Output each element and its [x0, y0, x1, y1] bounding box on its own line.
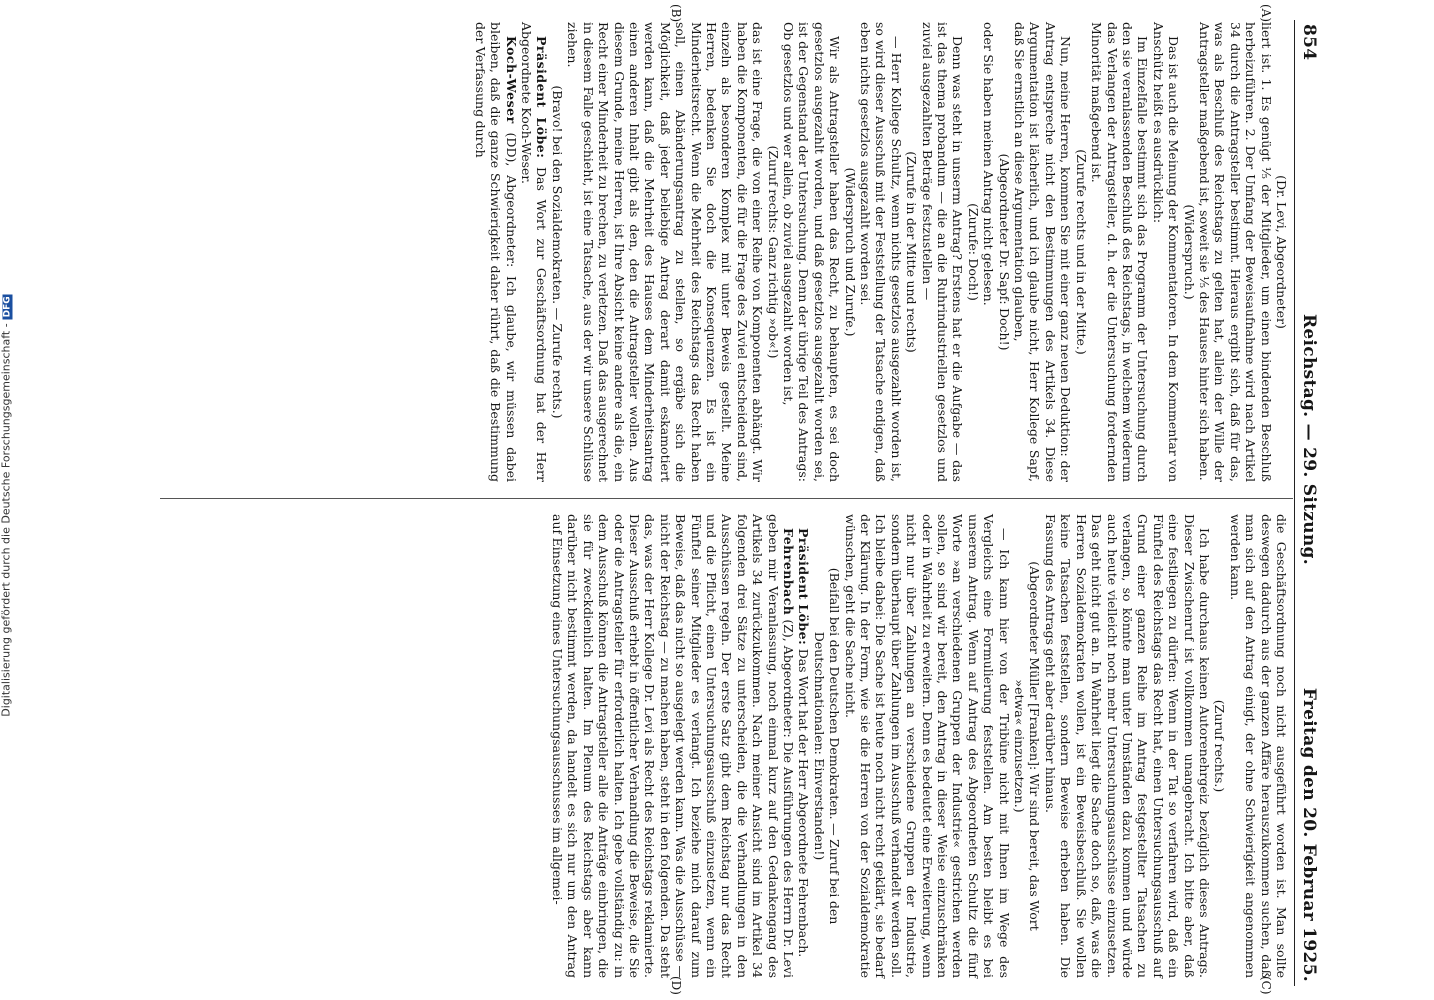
paragraph: das ist eine Frage, die von einer Reihe von Komponenten abhängt. Wir haben die Komponenten, die für die Frage des Zuviel entscheidend sind, einzeln als besonderen Komplex mit unter Beweis gestellt. Meine Herren, bedenken Sie doch die Konsequenzen. Es ist ein Minderheitsrecht. Wenn die Mehrheit des Reichstags das Recht haben soll, einen Abänderungsantrag zu stellen, so ergäbe sich die Möglichkeit, daß jeder beliebige Antrag derart damit eskamotiert werden kann, daß die Mehrheit des Hauses dem Minderheitsantrag einen anderen Inhalt gibt als den, den die Antragsteller wollen. Aus diesem Grunde, meine Herren, ist Ihre Absicht keine andere als die, ein Recht einer Minderheit zu brechen, zu verletzen. Daß das ausgerechnet in diesem Falle geschieht, ist eine Tatsache, aus der wir unsere Schlüsse ziehen.	[565, 22, 766, 482]
page-number: 854	[1299, 24, 1319, 61]
paragraph: (Widerspruch und Zurufe.)	[842, 167, 858, 337]
margin-mark-d: (D)	[669, 976, 683, 995]
paragraph: Das ist auch die Meinung der Kommentatoren. In dem Kommentar von Anschütz heißt es ausdrücklich:	[1150, 22, 1182, 482]
digitization-credit	[0, 6, 13, 1000]
paragraph: — Ich kann hier von der Tribüne nicht mit Ihnen im Wege des Vergleichs eine Formulierung feststellen. Am besten bleibt es bei unserem Antrag. Wenn auf Antrag des Abgeordneten Schultz die fünf Worte »an verschiedenen Gruppen der Industrie« gestrichen werden sollen, so sind wir bereit, den Antrag in dieser Weise einzuschränken oder in Wahrheit zu erweitern. Denn es bedeutet eine Erweiterung, wenn nicht nur über Zahlungen an verschiedene Gruppen der Industrie, sondern überhaupt über Zahlungen im Ausschuß verhandelt werden soll. Ich bleibe dabei: Die Sache ist heute noch nicht recht geklärt, sie bedarf der Klärung. In der Form, wie sie die Herren von der Sozialdemokratie wünschen, geht die Sache nicht.	[842, 514, 1012, 978]
paragraph: — Herr Kollege Schultz, wenn nichts gesetzlos ausgezahlt worden ist, so wird dieser Ausschuß mit der Feststellung der Tatsache endigen, daß eben nichts gesetzlos ausgezahlt worden sei.	[858, 22, 904, 482]
margin-mark-a: (A)	[1259, 4, 1273, 23]
session-date: Freitag den 20. Februar 1925.	[1299, 687, 1319, 982]
paragraph: (Widerspruch.)	[1181, 204, 1197, 300]
credit-text: Digitalisierung gefördert durch die Deutsche Forschungsgemeinschaft -	[0, 323, 13, 717]
left-text-column	[472, 22, 1289, 482]
margin-mark-c: (C)	[1259, 976, 1273, 995]
right-text-column	[550, 514, 1290, 978]
header-rule	[1294, 20, 1295, 986]
rotated-page	[140, 0, 1325, 1000]
paragraph: Wir als Antragsteller haben das Recht, zu behaupten, es sei doch gesetzlos ausgezahlt worden, und daß gesetzlos ausgezahlt worden sei, ist der Gegenstand der Untersuchung. Denn der übrige Teil des Antrags: Ob gesetzlos und wer allein, ob zuviel ausgezahlt worden ist,	[781, 22, 843, 482]
paragraph: (Abgeordneter Dr. Sapf: Doch!)	[996, 153, 1012, 351]
paragraph: Präsident Löbe: Das Wort hat der Herr Abgeordnete Fehrenbach.	[796, 528, 812, 958]
speaker-name: Präsident Löbe:	[796, 528, 812, 646]
paragraph: (Zuruf rechts.)	[1212, 699, 1228, 793]
speaker-name: Koch-Weser	[503, 36, 519, 124]
paragraph: Im Einzelfalle bestimmt sich das Programm der Untersuchung durch den sie veranlassenden Beschluß des Reichstags, in welchem wiederum das Verlangen der Antragsteller, d. h. der die Untersuchung fordernden Minorität maßgebend ist.	[1089, 22, 1151, 482]
running-title: Reichstag. — 29. Sitzung.	[1299, 314, 1319, 565]
paragraph: (Bravo! bei den Sozialdemokraten. — Zurufe rechts.)	[549, 85, 565, 419]
column-divider	[160, 498, 1293, 499]
paragraph: oder Sie haben meinen Antrag nicht gelesen.	[981, 22, 997, 306]
paragraph: (Dr. Levi, Abgeordneter)	[1274, 175, 1289, 329]
paragraph: (Zurufe: Doch!)	[965, 203, 981, 301]
paragraph: (Zurufe in der Mitte und rechts)	[904, 151, 920, 353]
speaker-name: Fehrenbach	[781, 528, 796, 616]
page-header	[1297, 24, 1319, 982]
paragraph: Fehrenbach (Z), Abgeordneter: Die Ausführungen des Herrn Dr. Levi geben mir Veranlassung, noch einmal kurz auf den Gedankengang des Artikels 34 zurückzukommen. Nach meiner Ansicht sind im Artikel 34 folgenden drei Sätze zu unterscheiden, die die Verhandlungen in den Ausschüssen regeln. Der erste Satz gibt dem Reichstag nur das Recht und die Pflicht, einen Untersuchungsausschuß einzusetzen, wenn ein Fünftel seiner Mitglieder es verlangt. Ich beziehe mich darauf zum Beweise, daß das nicht so ausgelegt werden kann. Was die Ausschüsse — nicht der Reichstag — zu machen haben, steht in den folgenden. Da steht das, was der Herr Kollege Dr. Levi als Recht des Reichstags reklamierte. Dieser Ausschuß erhebt in öffentlicher Verhandlung die Beweise, die Sie oder die Antragsteller für erforderlich halten. Ich gebe vollständig zu: in dem Ausschuß können die Antragsteller alle die Anträge einbringen, die sie für zweckdienlich halten. Im Plenum des Reichstags aber kann darüber nicht bestimmt werden, da handelt es sich nur um den Antrag auf Einsetzung eines Untersuchungsausschusses im allgemei-	[549, 514, 796, 978]
paragraph: die Geschäftsordnung noch nicht ausgeführt worden ist. Man sollte deswegen dadurch aus der ganzen Affäre herauszukommen suchen, daß man sich auf den Antrag einigt, der ohne Schwierigkeit angenommen werden kann.	[1227, 514, 1289, 978]
paragraph: Koch-Weser (DD), Abgeordneter: Ich glaube, wir müssen dabei bleiben, daß die ganze Schwierigkeit daher rührt, daß die Bestimmung der Verfassung durch	[472, 22, 519, 482]
paragraph: (Zuruf rechts: Ganz richtig »ob«!)	[765, 145, 781, 359]
paragraph: (Zurufe rechts und in der Mitte.)	[1073, 149, 1089, 355]
paragraph: Nun, meine Herren, kommen Sie mit einer ganz neuen Deduktion: der Antrag entspreche nicht den Bestimmungen des Artikels 34. Diese Argumentation ist lächerlich, und ich glaube nicht, Herr Kollege Sapf, daß Sie ernstlich an diese Argumentation glauben,	[1012, 22, 1074, 482]
paragraph: liert ist. 1. Es genügt ⅕ der Mitglieder, um einen bindenden Beschluß herbeizuführen. 2. Der Umfang der Beweisaufnahme wird nach Artikel 34 durch die Antragsteller bestimmt. Hieraus ergibt sich, daß für das, was als Beschluß des Reichstags zu gelten hat, allein der Wille der Antragsteller maßgebend ist, soweit sie ⅕ des Hauses hinter sich haben.	[1196, 22, 1274, 482]
paragraph: (Abgeordneter Müller [Franken]: Wir sind bereit, das Wort »etwa« einzusetzen.)	[1012, 561, 1043, 931]
paragraph: (Beifall bei den Deutschen Demokraten. — Zuruf bei den Deutschnationalen: Einverstanden!)	[811, 567, 843, 925]
dfg-logo: DFG	[2, 296, 13, 318]
speaker-name: Präsident Löbe:	[534, 36, 550, 159]
paragraph: Ich habe durchaus keinen Autorenehrgeiz bezüglich dieses Antrags. Dieser Zwischenruf ist vollkommen unangebracht. Ich bitte aber, daß eine festliegen zu dürfen: Wenn in der Tat so verfahren wird, daß ein Fünftel des Reichstags das Recht hat, einen Untersuchungsausschuß auf Grund einer ganzen Reihe im Antrag festgestellter Tatsachen zu verlangen, so könnte man unter Umständen dazu kommen und würde auch heute vielleicht noch mehr Untersuchungsausschüsse einzusetzen. Das geht nicht gut an. In Wahrheit liegt die Sache doch so, daß, was die Herren Sozialdemokraten wollen, ist ein Beweisbeschluß. Sie wollen keine Tatsachen feststellen, sondern Beweise erheben haben. Die Fassung des Antrags geht aber darüber hinaus.	[1042, 514, 1212, 978]
paragraph: Präsident Löbe: Das Wort zur Geschäftsordnung hat der Herr Abgeordnete Koch-Weser.	[519, 22, 550, 482]
margin-mark-b: (B)	[669, 4, 683, 23]
paragraph: Denn was steht in unserm Antrag? Erstens hat er die Aufgabe — das ist das thema probandum — die an die Ruhrindustriellen gesetzlos und zuviel ausgezahlten Beträge festzustellen —	[919, 22, 966, 482]
